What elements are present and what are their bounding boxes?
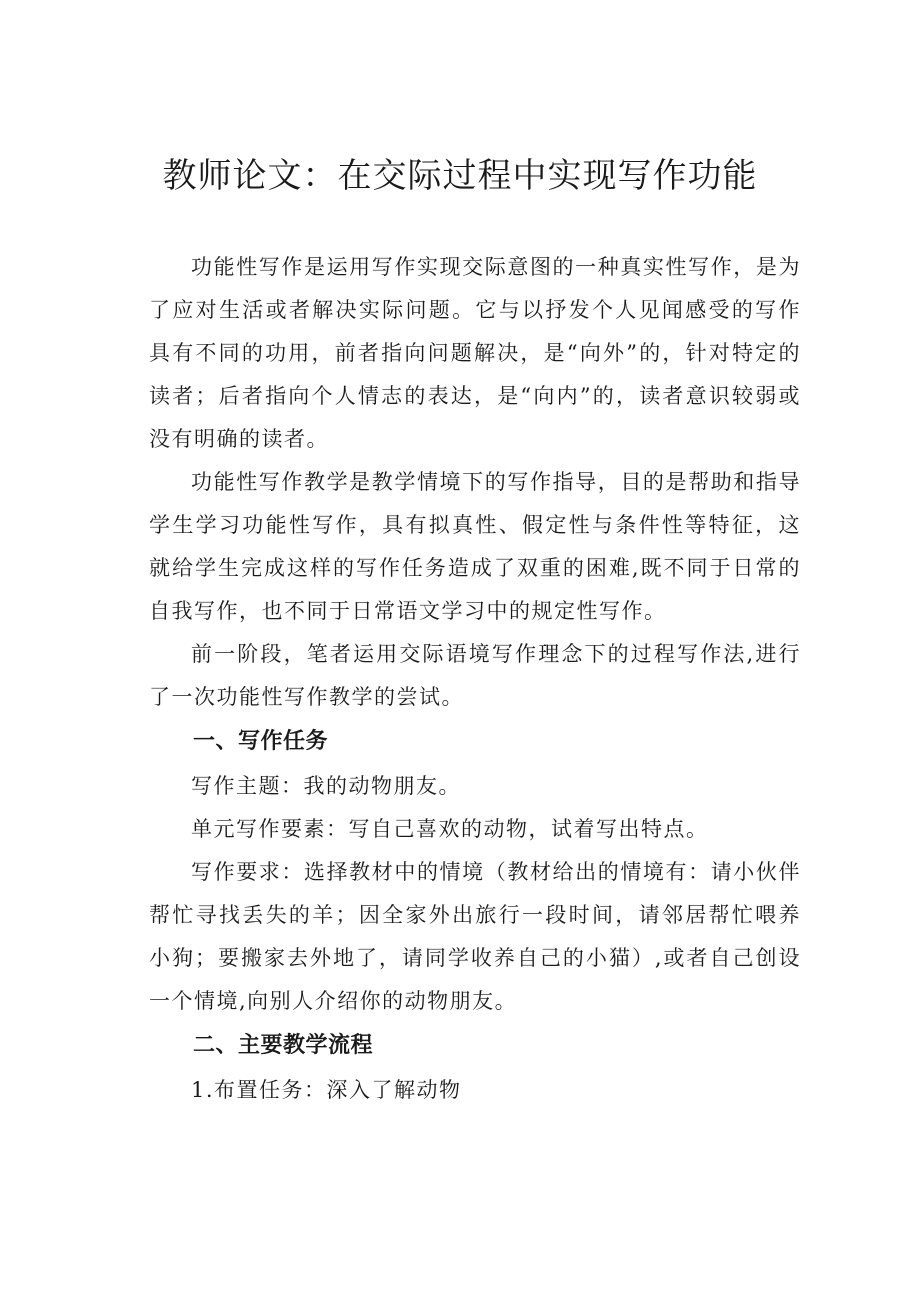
document-body (149, 246, 801, 1112)
paragraph-writing-topic: 写作主题：我的动物朋友。 (191, 774, 461, 798)
document-title: 教师论文：在交际过程中实现写作功能 (162, 156, 758, 196)
paragraph-writing-requirements: 写作要求：选择教材中的情境（教材给出的情境有：请小伙伴帮忙寻找丢失的羊；因全家外出旅行一段时间，请邻居帮忙喂养小狗；要搬家去外地了，请同学收养自己的小猫）,或者自己创设一个情境,向别人介绍你的动物朋友。 (149, 860, 801, 1013)
paragraph-step-1: 1.布置任务：深入了解动物 (191, 1078, 462, 1102)
section-heading-teaching-process: 二、主要教学流程 (193, 1033, 374, 1058)
paragraph-functional-writing-definition: 功能性写作是运用写作实现交际意图的一种真实性写作，是为了应对生活或者解决实际问题。它与以抒发个人见闻感受的写作具有不同的功用，前者指向问题解决，是“向外”的，针对特定的读者；后者指向个人情志的表达，是“向内”的，读者意识较弱或没有明确的读者。 (149, 255, 801, 451)
paragraph-functional-writing-teaching: 功能性写作教学是教学情境下的写作指导，目的是帮助和指导学生学习功能性写作，具有拟真性、假定性与条件性等特征，这就给学生完成这样的写作任务造成了双重的困难,既不同于日常的自我写作，也不同于日常语文学习中的规定性写作。 (149, 470, 801, 623)
section-heading-writing-task: 一、写作任务 (193, 729, 329, 754)
paragraph-writing-elements: 单元写作要素：写自己喜欢的动物，试着写出特点。 (191, 817, 709, 841)
paragraph-teaching-attempt: 前一阶段，笔者运用交际语境写作理念下的过程写作法,进行了一次功能性写作教学的尝试。 (149, 642, 801, 709)
